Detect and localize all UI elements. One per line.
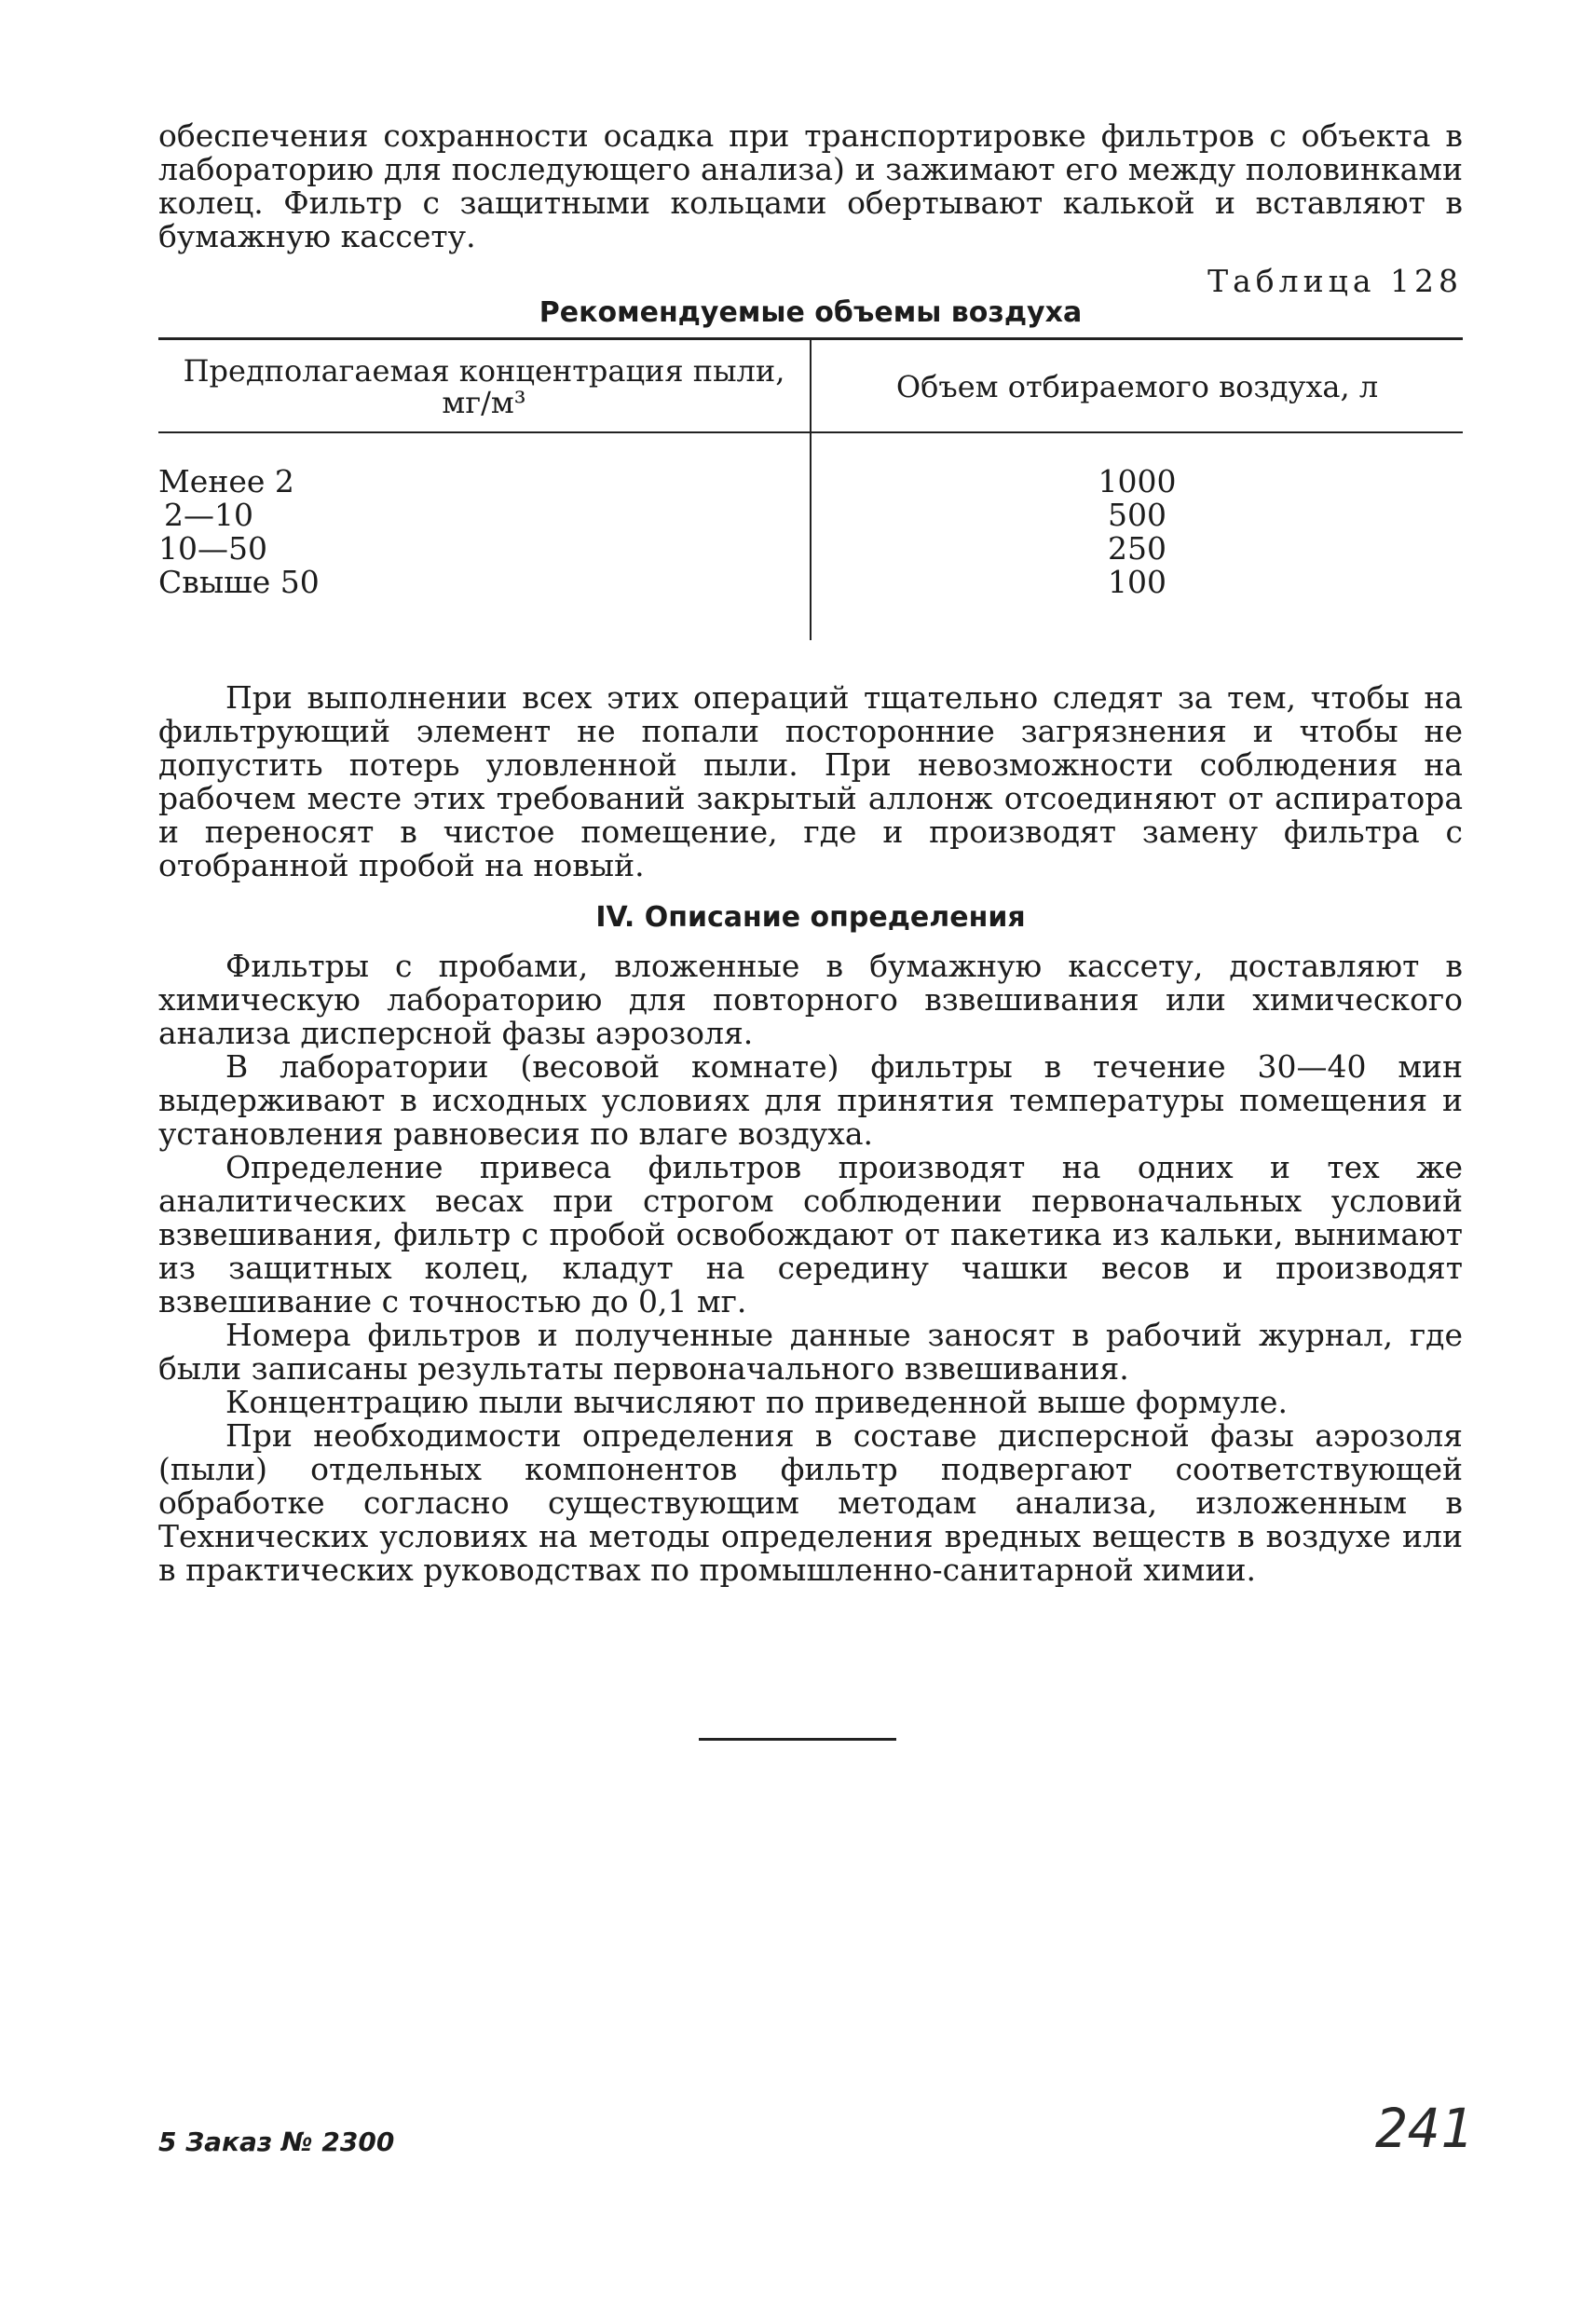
volume-cell: 250 xyxy=(1108,530,1166,567)
section-paragraph: При необходимости определения в составе дисперсной фазы аэрозоля (пыли) отдельных компонентов фильтр подвергают соответствующей обработке согласно существующим методам анализа, изложенным в Технических условиях на методы определения вредных веществ в воздухе или в практических руководствах по промышленно-санитарной химии. xyxy=(158,1417,1463,1588)
section-paragraph: Определение привеса фильтров производят на одних и тех же аналитических весах при строгом соблюдении первоначальных условий взвешивания, фильтр с пробой освобождают от пакетика из кальки, вынимают из защитных колец, кладут на середину чашки весов и производят взвешивание с точностью до 0,1 мг. xyxy=(158,1149,1463,1320)
concentration-cell: Менее 2 xyxy=(158,432,811,499)
column-header-concentration: Предполагаемая концентрация пыли, мг/м³ xyxy=(158,339,811,433)
table-caption: Таблица 128 xyxy=(1207,263,1463,299)
document-page xyxy=(158,119,1463,1587)
end-rule-divider xyxy=(699,1738,896,1741)
table-row xyxy=(158,566,1463,640)
concentration-cell: 10—50 xyxy=(158,532,811,566)
section-paragraph: Номера фильтров и полученные данные заносят в рабочий журнал, где были записаны результаты первоначального взвешивания. xyxy=(158,1317,1463,1387)
volume-cell: 500 xyxy=(1108,497,1166,533)
table-row xyxy=(158,432,1463,499)
table-row xyxy=(158,532,1463,566)
recommended-volumes-table xyxy=(158,337,1463,640)
table-title: Рекомендуемые объемы воздуха xyxy=(539,296,1083,329)
section-heading: IV. Описание определения xyxy=(595,901,1026,934)
concentration-cell: 2—10 xyxy=(158,499,811,532)
section-paragraph: В лаборатории (весовой комнате) фильтры в течение 30—40 мин выдерживают в исходных условиях для принятия температуры помещения и установления равновесия по влаге воздуха. xyxy=(158,1048,1463,1152)
section-paragraph: Концентрацию пыли вычисляют по приведенной выше формуле. xyxy=(225,1384,1288,1420)
concentration-cell: Свыше 50 xyxy=(158,566,811,640)
intro-paragraph: обеспечения сохранности осадка при транспортировке фильтров с объекта в лабораторию для последующего анализа) и зажимают его между половинками колец. Фильтр с защитными кольцами обертывают калькой и вставляют в бумажную кассету. xyxy=(158,117,1463,254)
footer-order-number: 5 Заказ № 2300 xyxy=(158,2126,395,2157)
table-row xyxy=(158,499,1463,532)
spacer xyxy=(158,640,1463,681)
paragraph-after-table: При выполнении всех этих операций тщательно следят за тем, чтобы на фильтрующий элемент не попали посторонние загрязнения и чтобы не допустить потерь уловленной пыли. При невозможности соблюдения на рабочем месте этих требований закрытый аллонж отсоединяют от аспиратора и переносят в чистое помещение, где и производят замену фильтра с отобранной пробой на новый. xyxy=(158,679,1463,883)
column-header-volume: Объем отбираемого воздуха, л xyxy=(811,339,1463,433)
handwritten-page-number: 241 xyxy=(1375,2097,1473,2160)
table-header-row xyxy=(158,339,1463,433)
volume-cell: 1000 xyxy=(1098,463,1177,499)
volume-cell: 100 xyxy=(1108,564,1166,600)
section-paragraph: Фильтры с пробами, вложенные в бумажную кассету, доставляют в химическую лабораторию для повторного взвешивания или химического анализа дисперсной фазы аэрозоля. xyxy=(158,948,1463,1051)
